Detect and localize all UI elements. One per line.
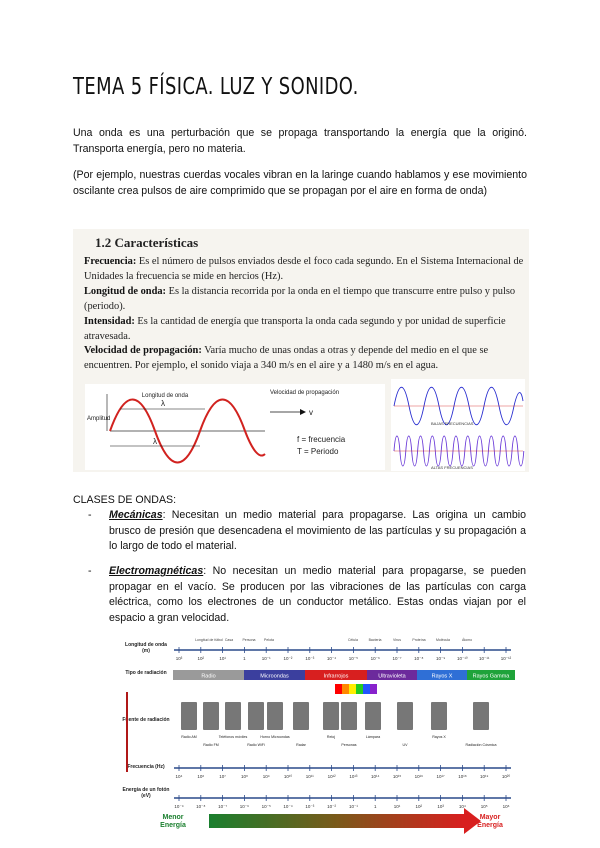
source-icon [341, 702, 357, 730]
tick-label: 10⁻⁴ [326, 656, 337, 661]
tick-label: 10¹⁶ [414, 774, 423, 779]
figure-heading: 1.2 Características [95, 235, 199, 250]
definition-text: Es la distancia recorrida por la onda en el tiempo que transcurre entre pulso y pulso (periodo). [84, 285, 516, 312]
tick-label: 10³ [437, 804, 444, 809]
high-frequency-label: ALTAS FRECUENCIAS [431, 465, 473, 470]
bullet-dash: - [88, 509, 92, 521]
band-label: Rayos Gamma [472, 673, 510, 680]
band-label: Microondas [260, 673, 289, 680]
tick-label: 10⁻⁴ [283, 804, 293, 809]
tick-label: 10⁻⁶ [370, 656, 380, 661]
source-icon [181, 702, 197, 730]
tick-label: 10⁻² [327, 804, 337, 809]
wavelength-size-label: Virus [393, 638, 401, 642]
list-item-mecanicas [88, 508, 526, 555]
visible-spectrum-strip [370, 684, 377, 694]
energy-low-label: Menor Energía [160, 814, 186, 829]
tick-label: 10⁴ [458, 804, 466, 809]
tick-label: 10¹¹ [305, 774, 314, 779]
definition-term: Intensidad: [84, 315, 135, 327]
wavelength-size-label: Casa [224, 638, 234, 642]
tick-label: 10⁻² [283, 656, 293, 661]
tick-label: 10⁻⁵ [348, 656, 359, 661]
source-label: Rayos X [432, 735, 446, 739]
wavelength-size-label: Bacteria [368, 638, 382, 642]
tick-label: 10⁶ [502, 804, 510, 809]
visible-spectrum-strip [349, 684, 356, 694]
electromagnetic-spectrum [121, 632, 520, 837]
period-legend: T = Periodo [297, 447, 339, 456]
source-icon [397, 702, 413, 730]
tick-label: 10⁸ [240, 774, 248, 779]
frequency-legend: f = frecuencia [297, 435, 346, 444]
definition-text: Es el número de pulsos enviados desde el foco cada segundo. En el Sistema Internacional de Unidades la frecuencia se mide en hercios (Hz). [84, 256, 524, 282]
energy-axis [174, 795, 511, 809]
source-label: UV [402, 743, 408, 747]
visible-spectrum-strip [335, 684, 342, 694]
clases-heading: CLASES DE ONDAS: [73, 494, 177, 506]
wave-diagram [85, 384, 385, 470]
tick-label: 10¹⁷ [436, 774, 445, 779]
tick-label: 10⁻¹ [261, 656, 271, 661]
lambda-top: λ [161, 399, 165, 408]
source-label: Radar [296, 743, 306, 747]
spectrum-graphic [121, 632, 520, 837]
visible-spectrum-strip [342, 684, 349, 694]
tick-label: 10⁻⁹ [435, 656, 446, 661]
characteristics-figure [73, 229, 529, 472]
term-mecanicas: Mecánicas [109, 509, 163, 521]
energy-arrowhead [464, 808, 481, 834]
tick-label: 10¹² [327, 774, 336, 779]
definitions-block [84, 255, 525, 374]
lambda-bottom: λ [153, 437, 157, 446]
energy-high-label: Mayor Energía [477, 814, 503, 829]
source-label: Teléfonos móviles [218, 735, 248, 739]
amplitude-label: Amplitud [87, 416, 111, 422]
tick-label: 10¹ [219, 656, 226, 661]
low-frequency-label: BAJAS FRECUENCIAS [431, 421, 474, 426]
tick-label: 1 [243, 656, 246, 661]
tick-label: 10¹⁸ [458, 774, 467, 779]
tick-label: 10⁻⁹ [174, 804, 184, 809]
source-icon [473, 702, 489, 730]
source-icon [225, 702, 241, 730]
source-label: Radio AM [181, 735, 197, 739]
definition-term: Velocidad de propagación: [84, 345, 202, 357]
bullet-dash: - [88, 565, 92, 577]
definition-text: Es la cantidad de energía que transporta la onda cada segundo y por unidad de superficie atravesada. [84, 315, 506, 342]
row-label-source: Fuente de radiación [122, 717, 170, 723]
band-label: Ultravioleta [378, 673, 406, 680]
tick-label: 10¹ [393, 804, 401, 809]
wavelength-size-label: Pelota [264, 638, 274, 642]
tick-label: 10⁻⁸ [196, 804, 206, 809]
wavelength-size-label: Proteína [412, 638, 426, 642]
visible-spectrum-strip [356, 684, 363, 694]
page-title: TEMA 5 FÍSICA. LUZ Y SONIDO. [73, 74, 359, 100]
source-icon [267, 702, 283, 730]
source-icon [203, 702, 219, 730]
tick-label: 10⁶ [197, 774, 205, 779]
intro-paragraph-2: (Por ejemplo, nuestras cuerdas vocales vibran en la laringe cuando hablamos y ese movimiento oscilante crea pulsos de aire comprimido que se propagan por el aire en forma de onda) [73, 169, 527, 197]
source-label: Horno Microondas [260, 735, 290, 739]
tick-label: 10⁻⁶ [239, 804, 250, 809]
tick-label: 10⁴ [175, 774, 183, 779]
source-label: Reloj [326, 735, 336, 739]
tick-label: 10¹⁹ [479, 774, 489, 779]
text-mecanicas: : Necesitan un medio material para propagarse. Las origina un cambio brusco de presión que desencadena el movimiento de las partículas y su propagación a lo largo de todo el material. [109, 509, 526, 553]
wavelength-size-label: Persona [242, 638, 256, 642]
tick-label: 10¹⁴ [370, 774, 380, 779]
source-icon [365, 702, 381, 730]
velocity-symbol: v [309, 408, 313, 417]
frequency-axis [174, 765, 511, 779]
source-icon [431, 702, 447, 730]
wavelength-size-label: Célula [348, 638, 358, 642]
tick-label: 10⁻¹ [348, 804, 358, 809]
tick-label: 10⁻¹¹ [479, 656, 490, 661]
row-label-wavelength: Longitud de onda (m) [125, 642, 167, 654]
source-icon [323, 702, 339, 730]
tick-label: 10⁻⁵ [261, 804, 271, 809]
intro-paragraph-1: Una onda es una perturbación que se propaga transportando la energía que la originó. Transporta energía, pero no materia. [73, 127, 527, 155]
wavelength-size-label: Longitud de fútbol [195, 638, 223, 642]
tick-label: 10² [415, 804, 423, 809]
tick-label: 10⁹ [262, 774, 270, 779]
tick-label: 1 [373, 804, 377, 809]
definition-text: Varía mucho de unas ondas a otras y depende del medio en el que se encuentren. Por ejemplo, el sonido viaja a 340 m/s en el aire y a 1480 m/s en el agua. [84, 345, 489, 372]
tick-label: 10⁵ [480, 804, 488, 809]
list-item-electromagneticas [88, 564, 526, 626]
frequency-comparison [391, 379, 525, 471]
band-label: Infrarrojos [323, 673, 349, 680]
tick-label: 10⁻¹⁰ [457, 656, 468, 661]
row-label-energy: Energía de un fotón (eV) [122, 787, 170, 799]
velocity-label: Velocidad de propagación [270, 390, 340, 396]
tick-label: 10²⁰ [501, 774, 511, 779]
radiation-bands [173, 670, 515, 694]
source-label: Radiación Cósmica [465, 743, 497, 747]
definition-term: Longitud de onda: [84, 285, 166, 297]
tick-label: 10⁻⁸ [414, 656, 424, 661]
row-label-frequency: Frecuencia (Hz) [127, 764, 165, 770]
source-label: Radio FM [203, 743, 219, 747]
tick-label: 10¹⁰ [283, 774, 293, 779]
tick-label: 10⁻³ [305, 656, 315, 661]
tick-label: 10¹⁵ [392, 774, 402, 779]
source-label: Radio WiFi [247, 743, 265, 747]
wavelength-size-label: Átomo [461, 638, 473, 642]
tick-label: 10¹³ [349, 774, 358, 779]
tick-label: 10⁻¹² [500, 656, 512, 661]
tick-label: 10³ [175, 656, 183, 661]
tick-label: 10⁻³ [305, 804, 315, 809]
wavelength-size-label: Molécula [435, 638, 451, 642]
term-electromagneticas: Electromagnéticas [109, 565, 204, 577]
energy-gradient-bar [209, 814, 464, 828]
visible-spectrum-strip [363, 684, 370, 694]
definition-term: Frecuencia: [84, 256, 137, 267]
wavelength-label: Longitud de onda [141, 393, 189, 399]
tick-label: 10⁻⁷ [392, 656, 402, 661]
band-label: Rayos X [431, 673, 453, 680]
band-label: Radio [201, 673, 216, 680]
source-icon [293, 702, 309, 730]
tick-label: 10⁻⁷ [218, 804, 228, 809]
row-label-type: Tipo de radiación [125, 670, 167, 676]
wavelength-axis [174, 638, 512, 661]
tick-label: 10⁷ [219, 774, 226, 779]
source-icon [248, 702, 264, 730]
radiation-sources [181, 702, 496, 747]
tick-label: 10² [197, 656, 205, 661]
source-label: Personas [341, 743, 357, 747]
source-label: Lámpara [365, 735, 381, 739]
text-electromagneticas: : No necesitan un medio material para propagarse, se pueden propagar en el vacío. Se producen por las vibraciones de las partículas con carga eléctrica, como los electrones de un conductor metálico. Estas ondas viajan por el espacio a gran velocidad. [109, 565, 526, 624]
